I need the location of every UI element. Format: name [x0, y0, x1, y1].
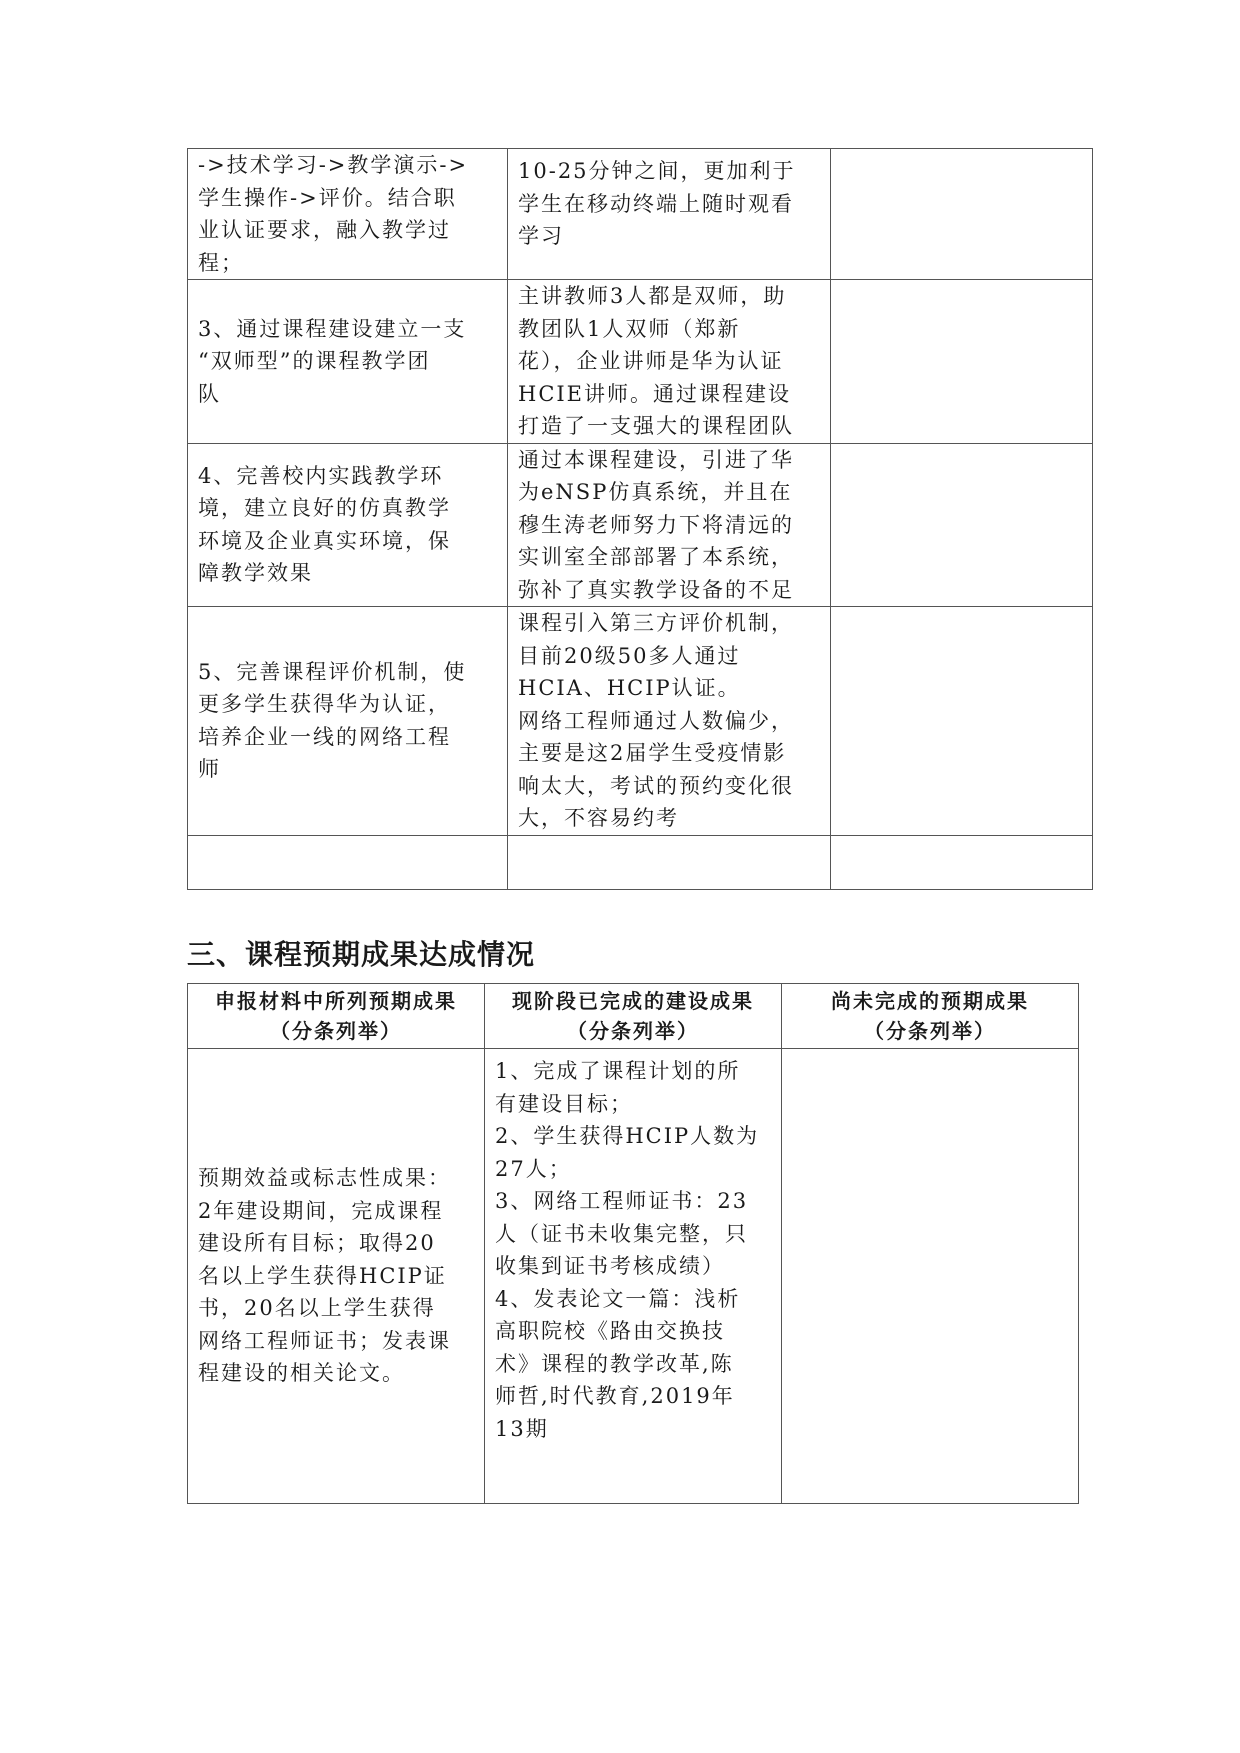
planned-outcome-cell: 预期效益或标志性成果： 2年建设期间，完成课程 建设所有目标；取得20 名以上学生获得HCIP证 书，20名以上学生获得 网络工程师证书；发表课 程建设的相关论文。: [188, 1049, 485, 1504]
column-header-planned: 申报材料中所列预期成果 （分条列举）: [188, 984, 485, 1049]
progress-cell: 主讲教师3人都是双师，助 教团队1人双师（郑新 花），企业讲师是华为认证 HCIE讲师。通过课程建设 打造了一支强大的课程团队: [508, 280, 831, 444]
table-row: [188, 280, 1093, 444]
progress-cell: [508, 835, 831, 889]
column-header-pending: 尚未完成的预期成果 （分条列举）: [782, 984, 1079, 1049]
section-title: 三、课程预期成果达成情况: [187, 938, 536, 971]
goal-cell: ->技术学习->教学演示-> 学生操作->评价。结合职 业认证要求，融入教学过 程；: [188, 149, 508, 280]
progress-cell: 10-25分钟之间，更加利于 学生在移动终端上随时观看 学习: [508, 149, 831, 280]
table-row: [188, 1049, 1079, 1504]
pending-outcome-cell: [782, 1049, 1079, 1504]
progress-cell: 课程引入第三方评价机制， 目前20级50多人通过 HCIA、HCIP认证。 网络工程师通过人数偏少， 主要是这2届学生受疫情影 响太大，考试的预约变化很 大，不容易约考: [508, 607, 831, 836]
progress-cell: 通过本课程建设，引进了华 为eNSP仿真系统，并且在 穆生涛老师努力下将清远的 实训室全部部署了本系统， 弥补了真实教学设备的不足: [508, 443, 831, 607]
table-row: [188, 149, 1093, 280]
goal-cell: 3、通过课程建设建立一支 “双师型”的课程教学团 队: [188, 280, 508, 444]
table-row: [188, 607, 1093, 836]
goal-cell: 4、完善校内实践教学环 境，建立良好的仿真教学 环境及企业真实环境，保 障教学效果: [188, 443, 508, 607]
expected-outcomes-table: [187, 983, 1079, 1504]
goal-cell: [188, 835, 508, 889]
achievement-table: [187, 148, 1093, 890]
column-header-completed: 现阶段已完成的建设成果 （分条列举）: [485, 984, 782, 1049]
table-row: [188, 443, 1093, 607]
completed-outcome-cell: 1、完成了课程计划的所 有建设目标； 2、学生获得HCIP人数为 27人； 3、网络工程师证书：23 人（证书未收集完整，只 收集到证书考核成绩） 4、发表论文一篇：浅析 高职院校《路由交换技 术》课程的教学改革,陈 师哲,时代教育,2019年 13期: [485, 1049, 782, 1504]
header-row: [188, 984, 1079, 1049]
note-cell: [831, 280, 1093, 444]
table-row: [188, 835, 1093, 889]
note-cell: [831, 149, 1093, 280]
note-cell: [831, 443, 1093, 607]
goal-cell: 5、完善课程评价机制，使 更多学生获得华为认证， 培养企业一线的网络工程 师: [188, 607, 508, 836]
note-cell: [831, 607, 1093, 836]
note-cell: [831, 835, 1093, 889]
